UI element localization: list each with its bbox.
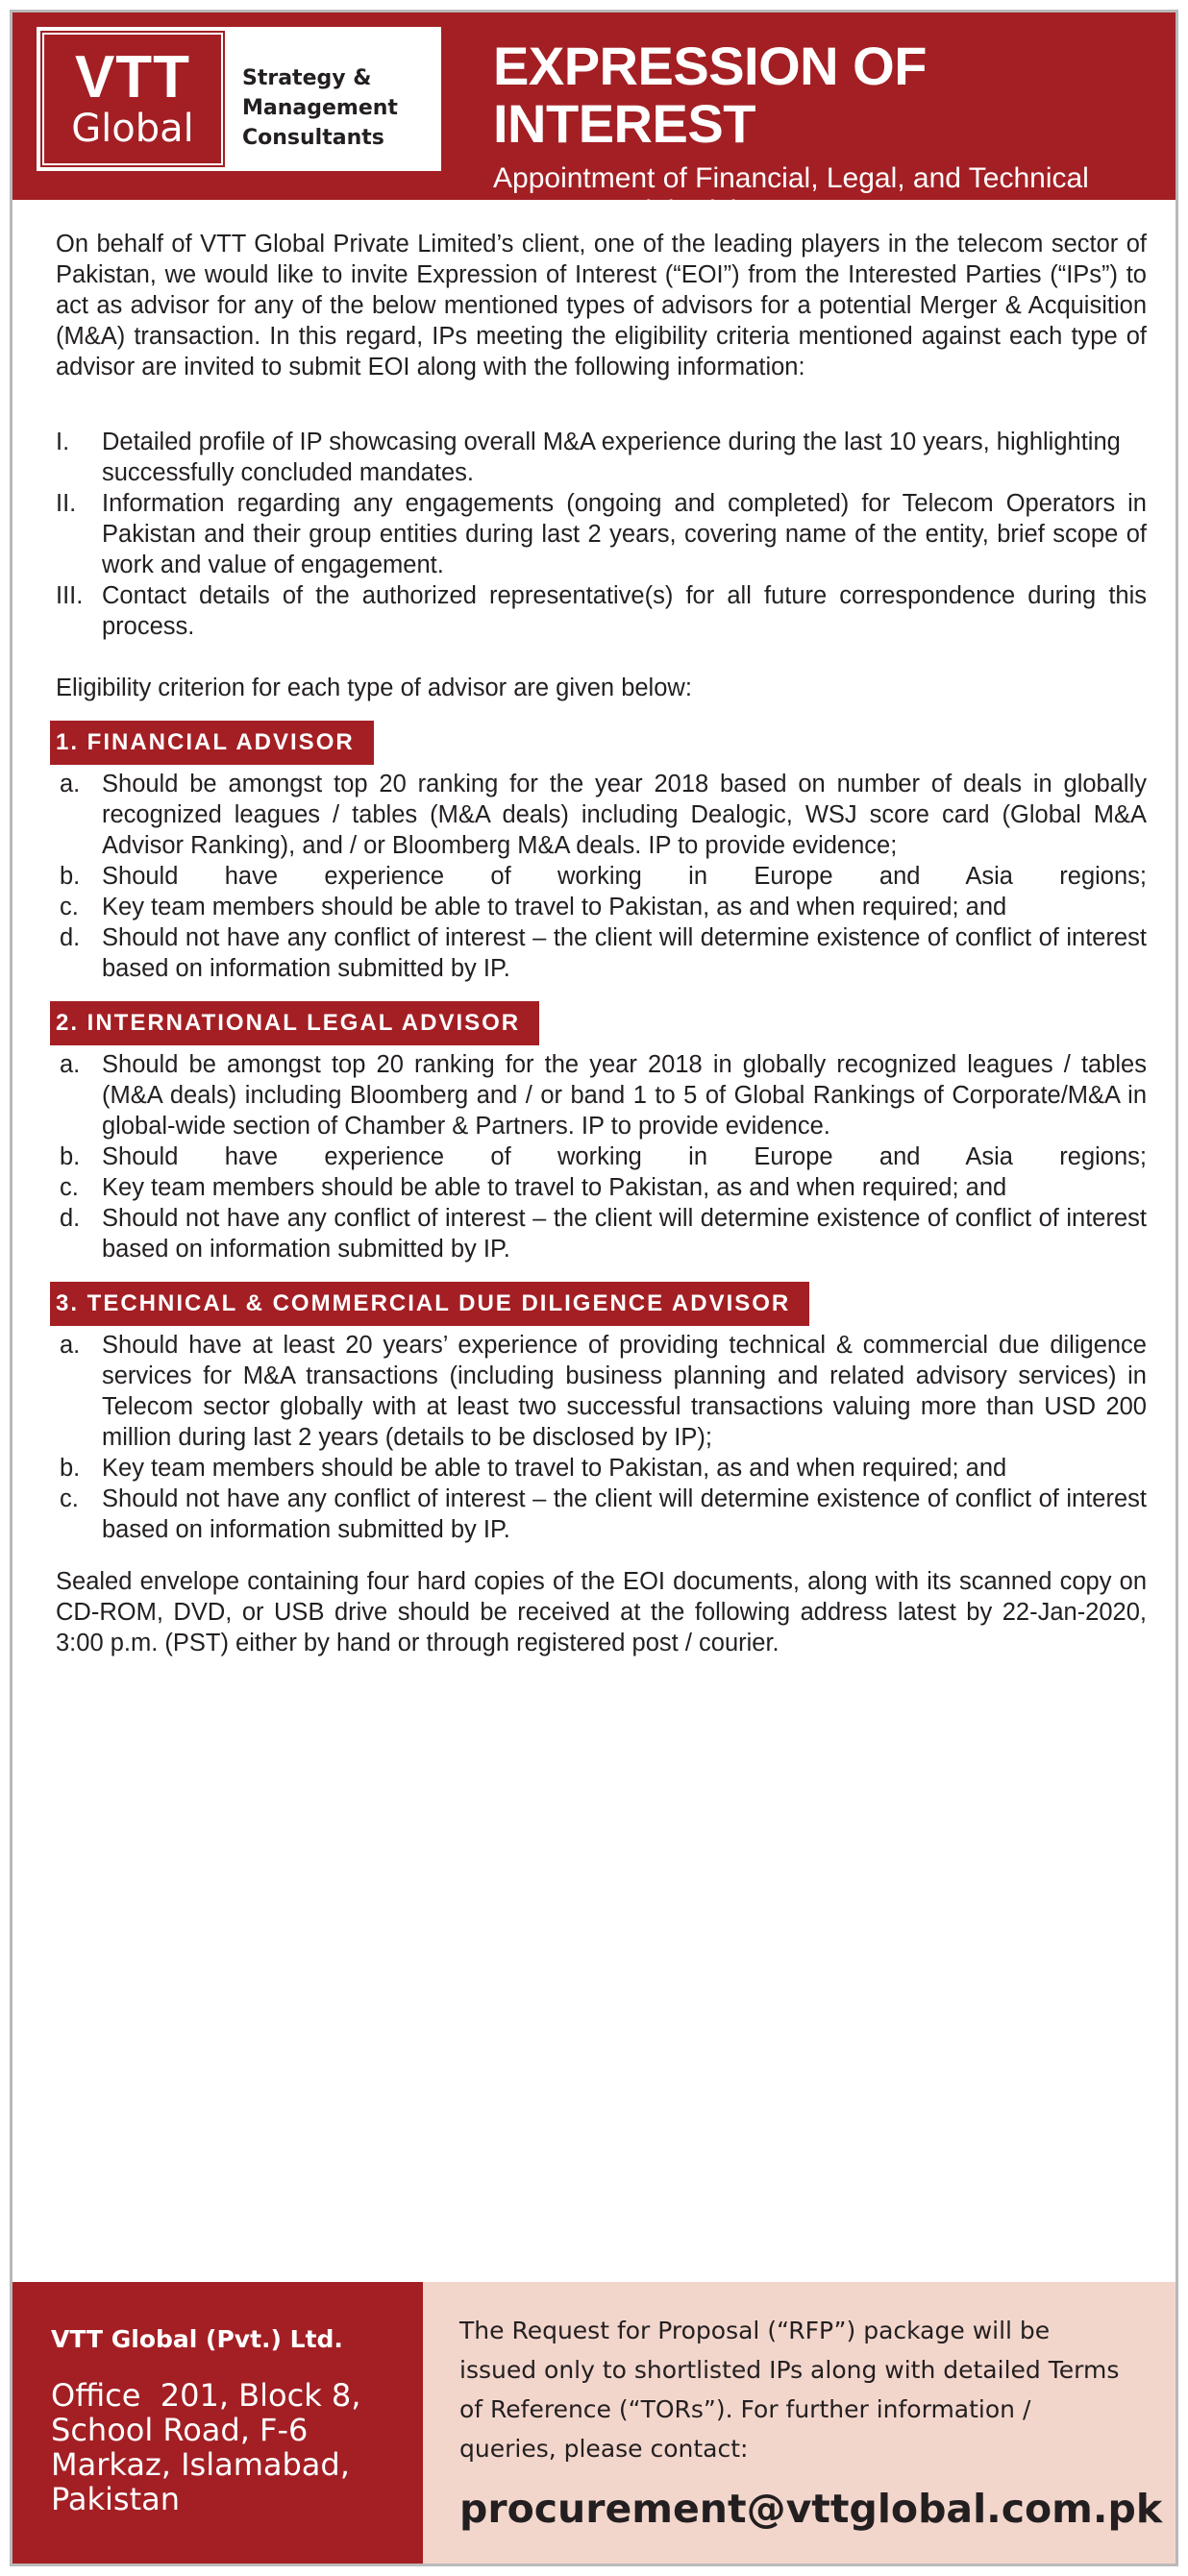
company-logo — [34, 24, 444, 174]
list-text: Should have experience of working in Europe and Asia regions; — [102, 863, 1147, 890]
tagline-line: Consultants — [242, 126, 384, 150]
address-line: Office 201, Block 8, — [51, 2377, 361, 2414]
list-text: Should not have any conflict of interest – the client will determine existence of conflict of interest based on information submitted by IP. — [102, 924, 1147, 982]
criteria-list — [56, 769, 1147, 984]
list-item — [56, 580, 1147, 642]
criteria-list — [56, 1049, 1147, 1264]
requirements-list — [56, 427, 1147, 642]
list-number: II. — [56, 490, 77, 517]
logo-mark — [42, 33, 223, 165]
page-subtitle — [493, 162, 1176, 228]
list-text: Should have experience of working in Europe and Asia regions; — [102, 1143, 1147, 1170]
subtitle-line: Appointment of Financial, Legal, and Technical — [493, 162, 1089, 194]
criteria-list — [56, 1330, 1147, 1545]
list-text: Should not have any conflict of interest – the client will determine existence of conflict of interest based on information submitted by IP. — [102, 1205, 1147, 1263]
advertisement-page — [10, 10, 1178, 2566]
page-title: EXPRESSION OF INTEREST — [493, 36, 927, 154]
contact-email[interactable]: procurement@vttglobal.com.pk — [459, 2486, 1163, 2532]
list-text: Key team members should be able to travel to Pakistan, as and when required; and — [102, 1174, 1007, 1201]
address-line: Markaz, Islamabad, — [51, 2446, 350, 2483]
list-text: Should have at least 20 years’ experience of providing technical & commercial due diligence services for M&A transactions (including business planning and related advisory services) in Telecom sector globally with at least two successful transactions valuing more than USD 200 million during last 2 years (details to be disclosed by IP); — [102, 1332, 1147, 1451]
list-text: Should not have any conflict of interest – the client will determine existence of conflict of interest based on information submitted by IP. — [102, 1485, 1147, 1543]
list-item — [56, 488, 1147, 580]
list-letter: b. — [60, 1455, 81, 1482]
list-item — [56, 1049, 1147, 1141]
list-item — [56, 861, 1147, 892]
tagline-line: Strategy & — [242, 66, 372, 90]
intro-paragraph: On behalf of VTT Global Private Limited’s client, one of the leading players in the telecom sector of Pakistan, we would like to invite Expression of Interest (“EOI”) from the Interested Parties (“IPs”) to act as advisor for any of the below mentioned types of advisors for a potential Merger & Acquisition (M&A) transaction. In this regard, IPs meeting the eligibility criteria mentioned against each type of advisor are invited to submit EOI along with the following information: — [56, 231, 1147, 380]
list-item — [56, 769, 1147, 861]
list-letter: c. — [60, 1174, 79, 1201]
section-heading: 1. FINANCIAL ADVISOR — [50, 721, 374, 765]
logo-vtt-text: VTT — [74, 44, 191, 110]
list-item — [56, 1484, 1147, 1545]
title-block — [493, 37, 1176, 228]
list-text: Contact details of the authorized representative(s) for all future correspondence during this process. — [102, 582, 1147, 640]
header-banner — [12, 12, 1176, 227]
list-letter: a. — [60, 1051, 81, 1078]
list-letter: c. — [60, 894, 79, 920]
section-heading: 3. TECHNICAL & COMMERCIAL DUE DILIGENCE ADVISOR — [50, 1282, 809, 1326]
section-heading: 2. INTERNATIONAL LEGAL ADVISOR — [50, 1001, 539, 1045]
list-letter: b. — [60, 1143, 81, 1170]
list-text: Should be amongst top 20 ranking for the year 2018 in globally recognized leagues / tables (M&A deals) including Bloomberg and / or band 1 to 5 of Global Rankings of Corporate/M&A in global-wide section of Chamber & Partners. IP to provide evidence. — [102, 1051, 1147, 1140]
closing-paragraph: Sealed envelope containing four hard copies of the EOI documents, along with its scanned copy on CD-ROM, DVD, or USB drive should be received at the following address latest by 22-Jan-2020, 3:00 p.m. (PST) either by hand or through registered post / courier. — [56, 1568, 1147, 1656]
list-item — [56, 922, 1147, 984]
list-item — [56, 1172, 1147, 1203]
list-item — [56, 1453, 1147, 1484]
list-letter: c. — [60, 1485, 79, 1512]
list-text: Key team members should be able to travel to Pakistan, as and when required; and — [102, 1455, 1007, 1482]
list-item — [56, 892, 1147, 922]
address-line: School Road, F-6 — [51, 2412, 309, 2448]
list-text: Information regarding any engagements (ongoing and completed) for Telecom Operators in Pakistan and their group entities during last 2 years, covering name of the entity, brief scope of work and value of engagement. — [102, 490, 1147, 578]
list-text: Should be amongst top 20 ranking for the year 2018 based on number of deals in globally recognized leagues / tables (M&A deals) including Dealogic, WSJ score card (Global M&A Advisor Ranking), and / or Bloomberg M&A deals. IP to provide evidence; — [102, 771, 1147, 859]
list-text: Detailed profile of IP showcasing overall M&A experience during the last 10 years, highlighting successfully concluded mandates. — [102, 429, 1121, 486]
list-letter: b. — [60, 863, 81, 890]
list-item — [56, 1141, 1147, 1172]
address-line: Pakistan — [51, 2481, 180, 2517]
list-number: I. — [56, 429, 70, 455]
list-letter: d. — [60, 1205, 81, 1232]
list-item — [56, 1203, 1147, 1264]
eligibility-intro: Eligibility criterion for each type of advisor are given below: — [56, 675, 692, 701]
logo-tagline — [242, 63, 398, 153]
list-item — [56, 1330, 1147, 1453]
section-due-diligence-advisor — [56, 1282, 1147, 1545]
section-legal-advisor — [56, 1001, 1147, 1264]
list-letter: d. — [60, 924, 81, 951]
tagline-line: Management — [242, 96, 398, 120]
footer-contact-panel — [423, 2282, 1176, 2564]
list-number: III. — [56, 582, 84, 609]
section-financial-advisor — [56, 721, 1147, 984]
footer — [12, 2282, 1176, 2564]
company-name: VTT Global (Pvt.) Ltd. — [51, 2325, 343, 2353]
subtitle-line: & Commercial Advisors — [493, 195, 792, 227]
list-letter: a. — [60, 1332, 81, 1359]
rfp-notice: The Request for Proposal (“RFP”) package will be issued only to shortlisted IPs along with detailed Terms of Reference (“TORs”). For further information / queries, please contact: — [459, 2317, 1120, 2463]
list-item — [56, 427, 1147, 488]
list-letter: a. — [60, 771, 81, 797]
list-text: Key team members should be able to travel to Pakistan, as and when required; and — [102, 894, 1007, 920]
body-content — [56, 229, 1147, 1658]
footer-address-panel — [12, 2282, 423, 2564]
office-address — [51, 2378, 360, 2516]
logo-global-text: Global — [71, 107, 194, 151]
